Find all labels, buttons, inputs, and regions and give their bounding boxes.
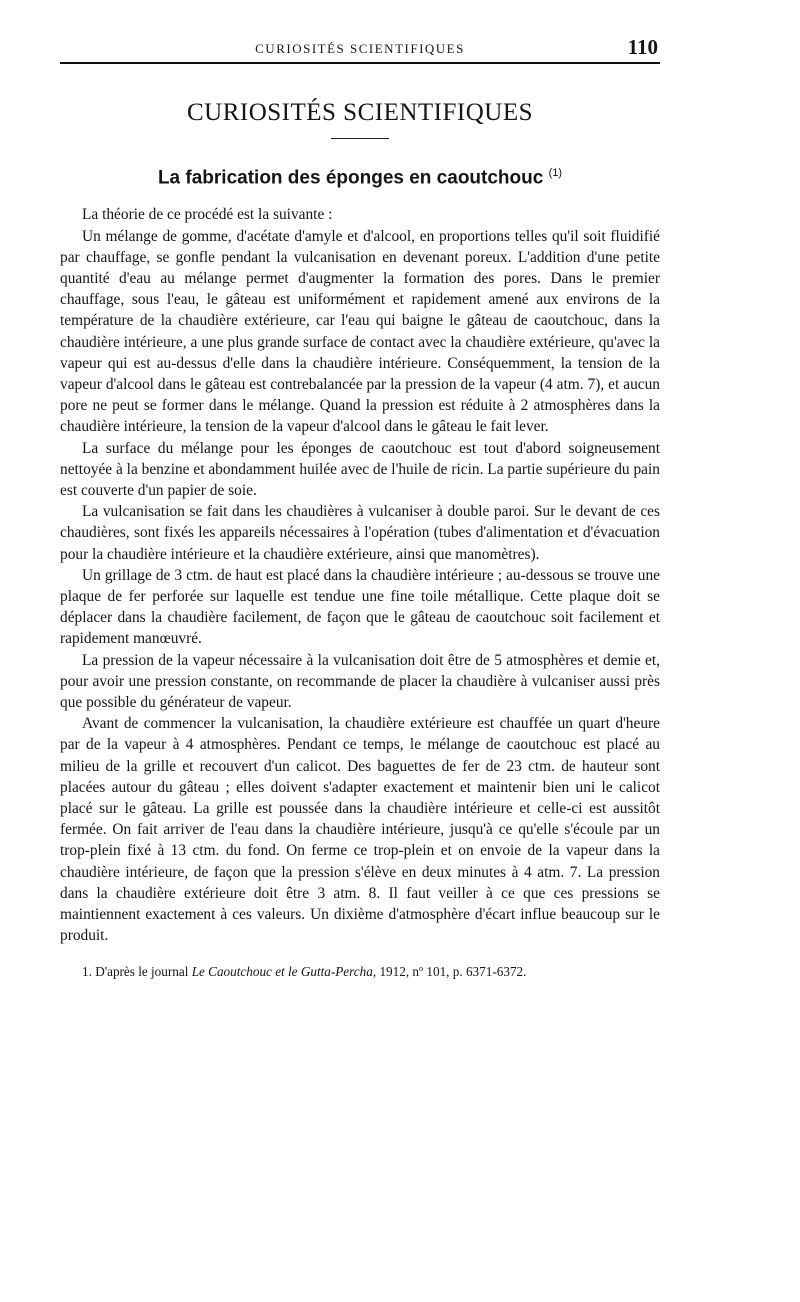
document-page [60,35,660,981]
footnote-reference[interactable]: (1) [548,167,563,179]
paragraph: La pression de la vapeur nécessaire à la vulcanisation doit être de 5 atmosphères et demie et, pour avoir une pression constante, on recommande de placer la chaudière à vulcaniser aussi près que possible du générateur de vapeur. [60,651,660,711]
page-number: 110 [627,35,658,59]
footnote [60,963,660,981]
header-rule [60,62,660,64]
running-title: CURIOSITÉS SCIENTIFIQUES [255,41,465,56]
paragraph: La surface du mélange pour les éponges de caoutchouc est tout d'abord soigneusement nettoyée à la benzine et abondamment huilée avec de l'huile de ricin. La partie supérieure du pain est couverte d'un papier de soie. [60,439,660,499]
running-header [60,35,660,60]
footnote-suffix: , 1912, nº 101, p. 6371-6372. [372,964,527,980]
footnote-number: 1. [82,964,92,980]
paragraph: Un grillage de 3 ctm. de haut est placé dans la chaudière intérieure ; au-dessous se trouve une plaque de fer perforée sur laquelle est tendue une fine toile métallique. Cette plaque doit se déplacer dans la chaudière facilement, de façon que le gâteau de caoutchouc soit facilement et rapidement manœuvré. [60,566,660,648]
paragraph: La théorie de ce procédé est la suivante : [82,206,333,224]
footnote-prefix: D'après le journal [95,964,189,980]
paragraph: Un mélange de gomme, d'acétate d'amyle et d'alcool, en proportions telles qu'il soit fluidifié par chauffage, se gonfle pendant la vulcanisation en devenant poreux. L'addition d'une petite quantité d'eau au mélange permet d'augmenter la formation des pores. Dans le premier chauffage, sous l'eau, le gâteau est uniformément et rapidement amené aux environs de la température de la chaudière extérieure, car l'eau qui baigne le gâteau de caoutchouc, dans la chaudière intérieure, a une plus grande surface de contact avec la chaudière extérieure, qu'avec la vapeur qui est au-dessus d'elle dans la chaudière intérieure. Conséquemment, la tension de la vapeur d'alcool dans le gâteau est contrebalancée par la pression de la vapeur (4 atm. 7), et aucun pore ne peut se former dans le mélange. Quand la pression est réduite à 2 atmosphères dans la chaudière intérieure, la tension de la vapeur d'alcool dans le gâteau le fait lever. [60,227,660,436]
paragraph: La vulcanisation se fait dans les chaudières à vulcaniser à double paroi. Sur le devant de ces chaudières, sont fixés les appareils nécessaires à l'opération (tubes d'alimentation et d'évacuation pour la chaudière intérieure et la chaudière extérieure, ainsi que manomètres). [60,503,660,563]
article-body [60,204,660,946]
paragraph: Avant de commencer la vulcanisation, la chaudière extérieure est chauffée un quart d'heure par de la vapeur à 4 atmosphères. Pendant ce temps, le mélange de caoutchouc est placé au milieu de la grille et recouvert d'un calicot. Des baguettes de fer de 23 ctm. de hauteur sont placées autour du gâteau ; elles doivent s'adapter exactement et maintenir bien uni le calicot placé sur le gâteau. La grille est poussée dans la chaudière intérieure et celle-ci est aussitôt fermée. On fait arriver de l'eau dans la chaudière intérieure, jusqu'à ce qu'elle s'écoule par un trop-plein fixé à 13 ctm. du fond. On ferme ce trop-plein et on envoie de la vapeur dans la chaudière intérieure, de façon que la pression s'élève en deux minutes à 4 atm. 7. La pression dans la chaudière extérieure doit être 3 atm. 8. Il faut veiller à ce que ces pressions se maintiennent exactement à ces valeurs. Un dixième d'atmosphère d'écart influe beaucoup sur le produit. [60,715,660,945]
title-divider [331,138,389,139]
section-title: CURIOSITÉS SCIENTIFIQUES [186,99,534,126]
article-title-text: La fabrication des éponges en caoutchouc [157,167,544,189]
footnote-journal: Le Caoutchouc et le Gutta-Percha [191,964,373,980]
article-title [60,161,660,190]
